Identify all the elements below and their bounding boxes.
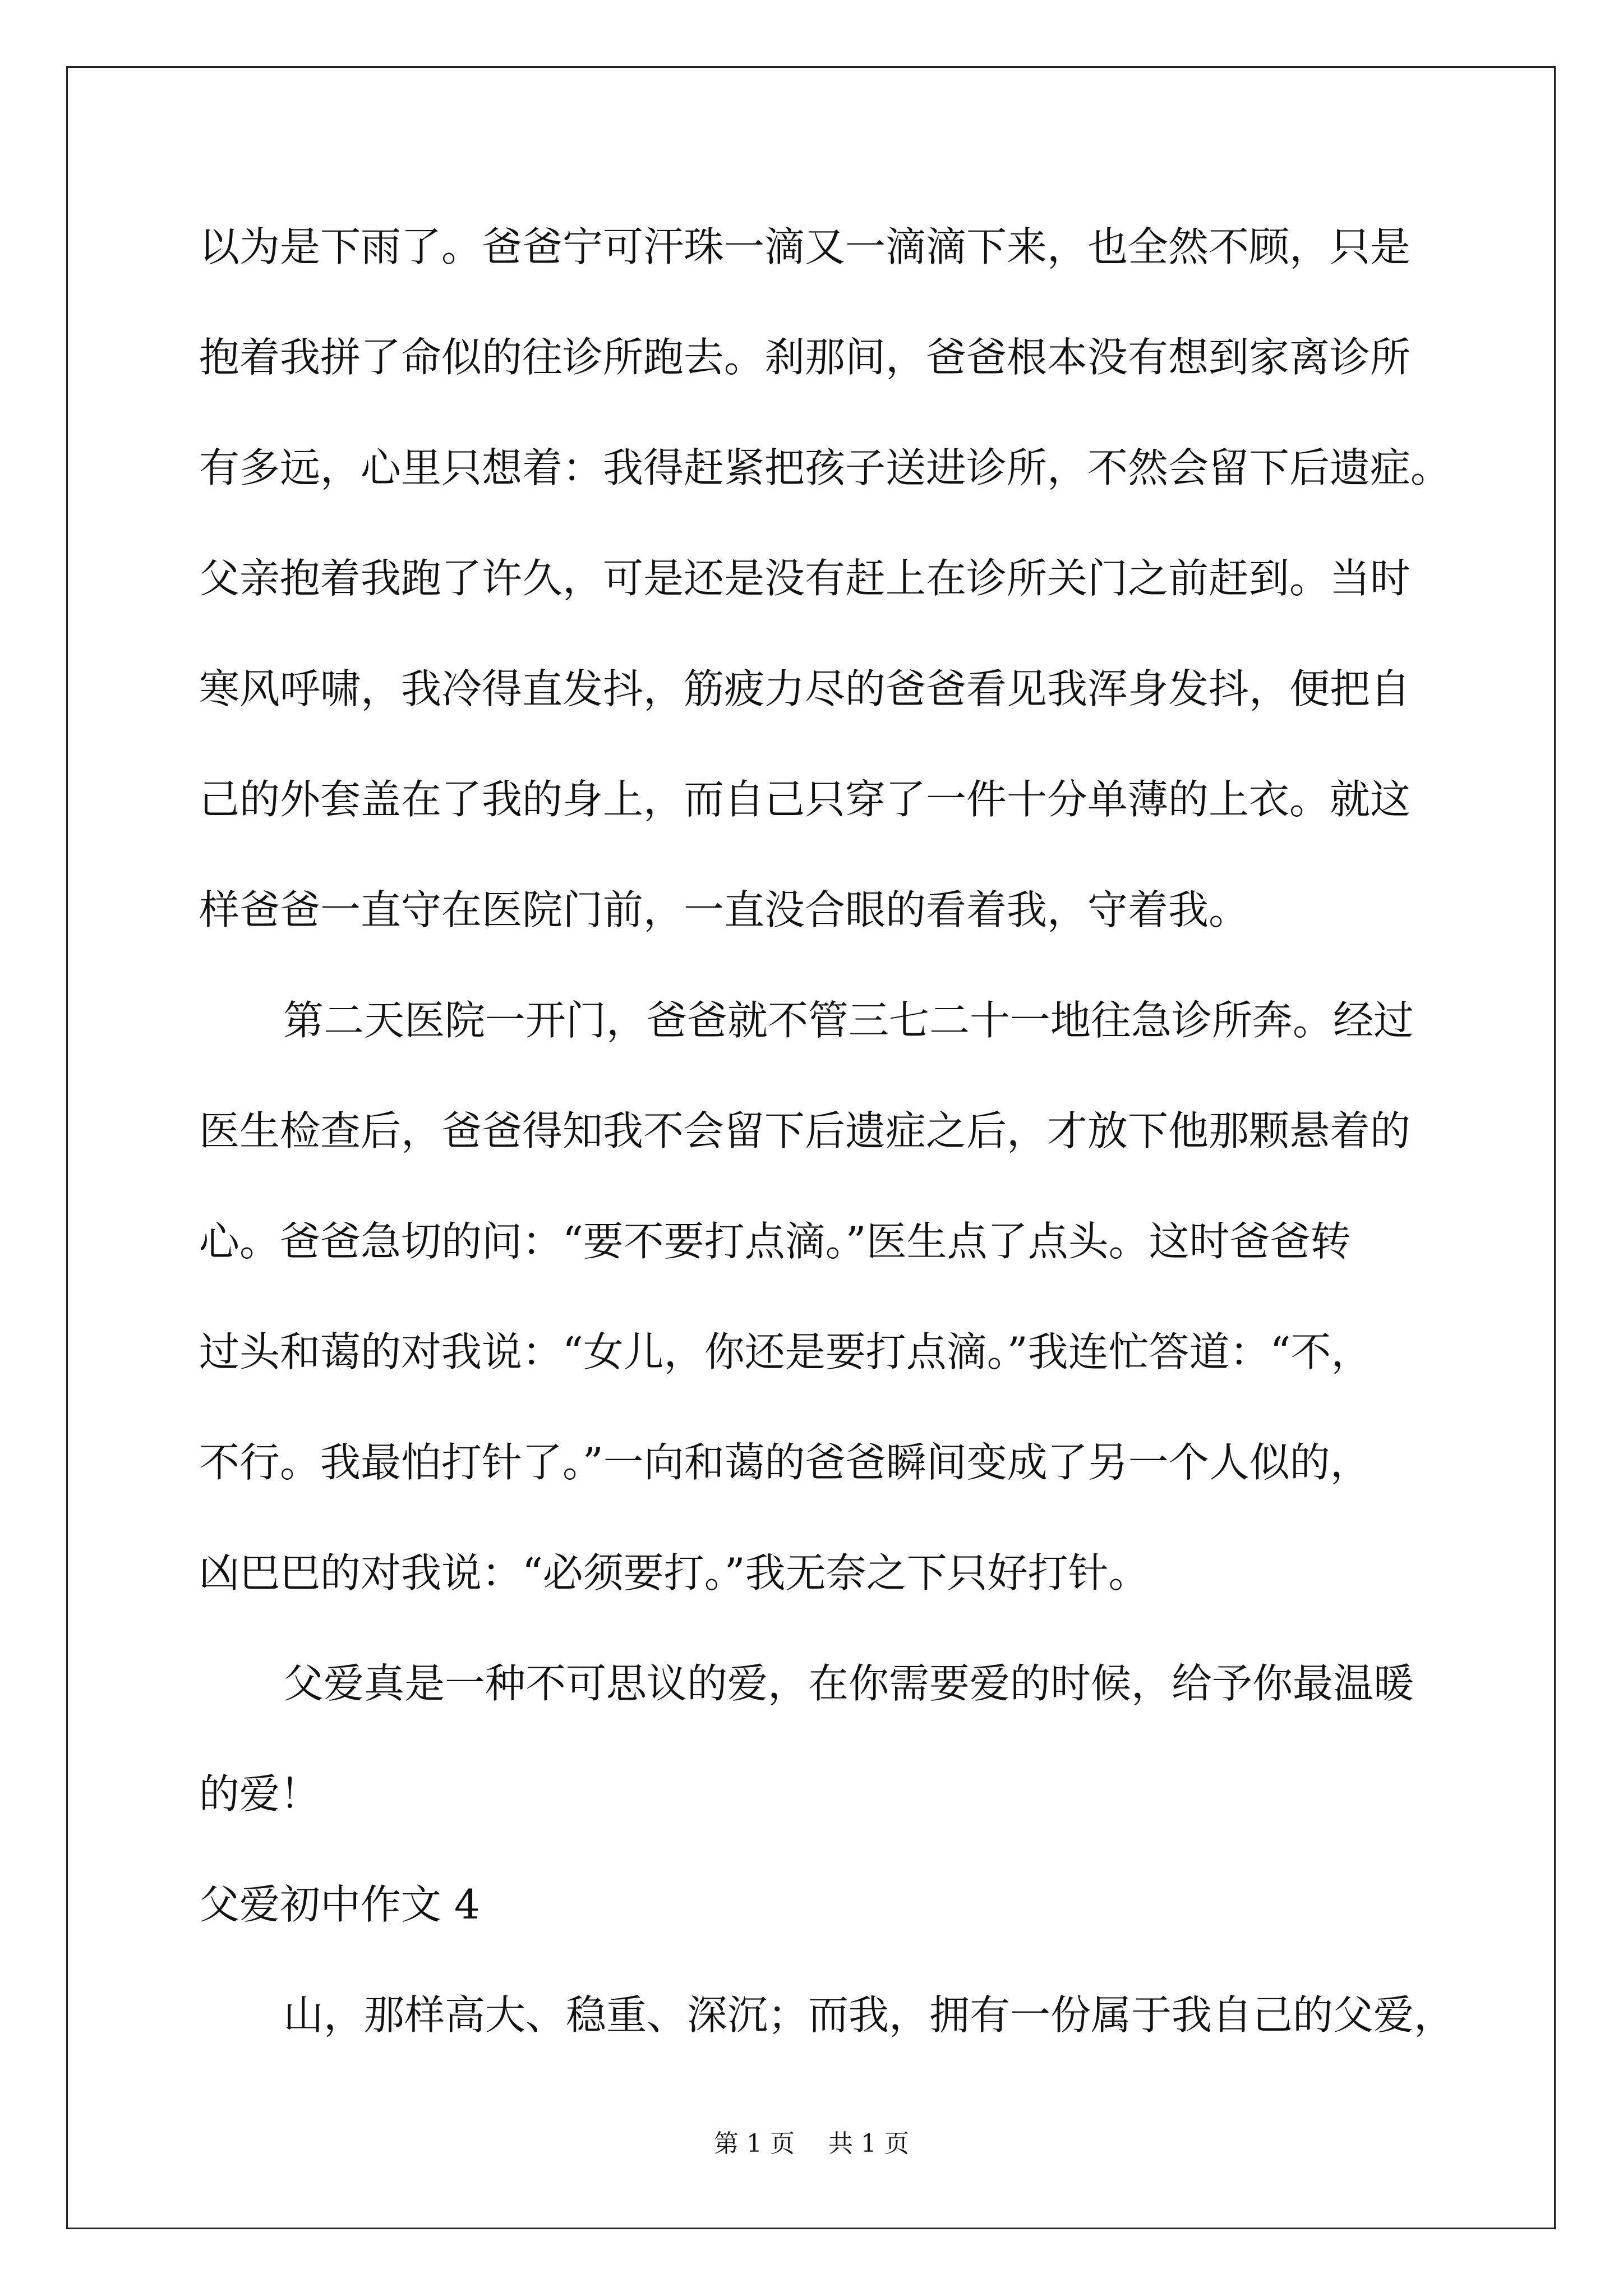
text-line: 寒风呼啸，我冷得直发抖，筋疲力尽的爸爸看见我浑身发抖，便把自 [199, 665, 1411, 712]
document-body [199, 202, 1489, 2081]
paragraph-start-line: 父爱真是一种不可思议的爱，在你需要爱的时候，给予你最温暖 [283, 1660, 1414, 1707]
text-line: 父亲抱着我跑了许久，可是还是没有赶上在诊所关门之前赶到。当时 [199, 555, 1411, 602]
text-line: 凶巴巴的对我说：“必须要打。”我无奈之下只好打针。 [199, 1549, 1149, 1596]
text-line: 不行。我最怕打针了。”一向和蔼的爸爸瞬间变成了另一个人似的， [199, 1439, 1371, 1486]
page-footer [0, 2127, 1623, 2161]
text-line: 己的外套盖在了我的身上，而自己只穿了一件十分单薄的上衣。就这 [199, 776, 1411, 823]
text-line: 样爸爸一直守在医院门前，一直没合眼的看着我，守着我。 [199, 886, 1249, 933]
page-number: 第 1 页 [714, 2129, 795, 2158]
text-line: 医生检查后，爸爸得知我不会留下后遗症之后，才放下他那颗悬着的 [199, 1107, 1411, 1154]
text-line: 的爱！ [199, 1770, 321, 1818]
paragraph-start-line: 第二天医院一开门，爸爸就不管三七二十一地往急诊所奔。经过 [283, 997, 1414, 1044]
text-line: 以为是下雨了。爸爸宁可汗珠一滴又一滴滴下来，也全然不顾，只是 [199, 223, 1411, 270]
paragraph-start-line: 山，那样高大、稳重、深沉；而我，拥有一份属于我自己的父爱， [283, 1991, 1455, 2039]
text-line: 有多远，心里只想着：我得赶紧把孩子送进诊所，不然会留下后遗症。 [199, 444, 1451, 491]
page-total: 共 1 页 [828, 2129, 909, 2158]
section-heading: 父爱初中作文 4 [199, 1881, 480, 1928]
text-line: 心。爸爸急切的问：“要不要打点滴。”医生点了点头。这时爸爸转 [199, 1218, 1351, 1265]
text-line: 抱着我拼了命似的往诊所跑去。刹那间，爸爸根本没有想到家离诊所 [199, 334, 1411, 381]
text-line: 过头和蔼的对我说：“女儿，你还是要打点滴。”我连忙答道：“不， [199, 1328, 1372, 1375]
